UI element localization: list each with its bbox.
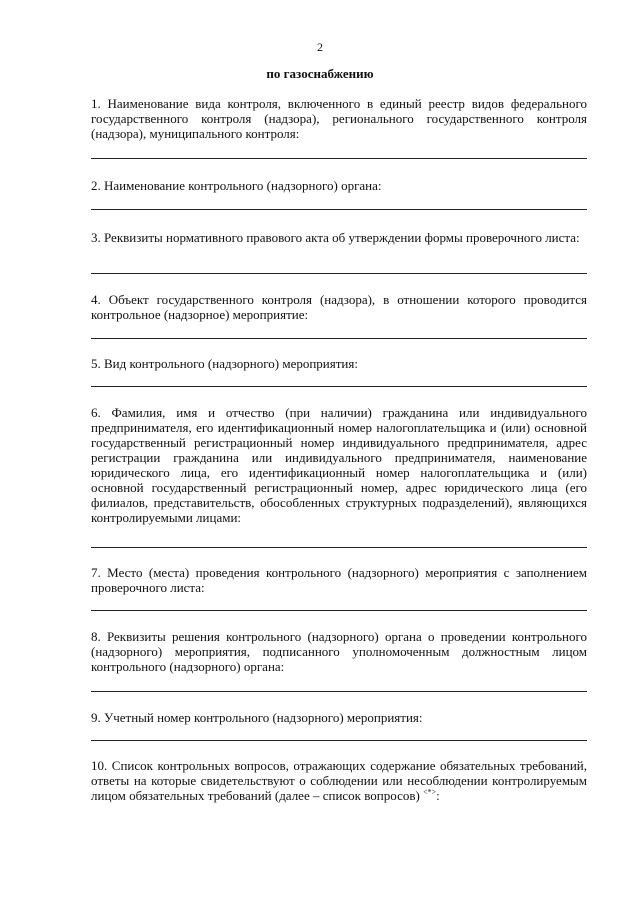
section-3-text: 3. Реквизиты нормативного правового акта об утверждении формы проверочного листа: — [91, 230, 580, 245]
section-9-fill-line — [91, 740, 587, 741]
section-4-text: 4. Объект государственного контроля (надзора), в отношении которого проводится контрольное (надзорное) мероприятие: — [91, 292, 587, 322]
section-8-fill-line — [91, 691, 587, 692]
section-10-suffix: : — [436, 788, 440, 803]
section-3-fill-line — [91, 273, 587, 274]
section-2-fill-line — [91, 209, 587, 210]
section-5-text: 5. Вид контрольного (надзорного) мероприятия: — [91, 356, 358, 371]
section-3 — [91, 230, 587, 245]
section-2-text: 2. Наименование контрольного (надзорного) органа: — [91, 178, 382, 193]
section-9-text: 9. Учетный номер контрольного (надзорного) мероприятия: — [91, 710, 423, 725]
section-4 — [91, 292, 587, 322]
footnote-marker: <*> — [423, 787, 437, 797]
section-7 — [91, 565, 587, 595]
section-1-fill-line — [91, 158, 587, 159]
section-8-text: 8. Реквизиты решения контрольного (надзорного) органа о проведении контрольного (надзорного) мероприятия, подписанного уполномоченным должностным лицом контрольного (надзорного) органа: — [91, 629, 587, 674]
section-6 — [91, 405, 587, 525]
section-4-fill-line — [91, 338, 587, 339]
section-10-text: 10. Список контрольных вопросов, отражающих содержание обязательных требований, ответы на которые свидетельствуют о соблюдении или несоблюдении контролируемым лицом обязательных требований (далее – список вопросов) — [91, 758, 587, 803]
section-10 — [91, 758, 587, 803]
section-5 — [91, 356, 587, 371]
section-7-fill-line — [91, 610, 587, 611]
section-2 — [91, 178, 587, 193]
section-5-fill-line — [91, 386, 587, 387]
section-10-paragraph — [91, 758, 587, 803]
document-title: по газоснабжению — [266, 66, 374, 81]
section-1-text: 1. Наименование вида контроля, включенного в единый реестр видов федерального государственного контроля (надзора), регионального государственного контроля (надзора), муниципального контроля: — [91, 96, 587, 141]
section-6-text: 6. Фамилия, имя и отчество (при наличии) гражданина или индивидуального предпринимателя, его идентификационный номер налогоплательщика и (или) основной государственный регистрационный номер индивидуального предпринимателя, адрес регистрации гражданина или индивидуального предпринимателя, наименование юридического лица, его идентификационный номер налогоплательщика и (или) основной государственный регистрационный номер, адрес юридического лица (его филиалов, представительств, обособленных структурных подразделений), являющихся контролируемыми лицами: — [91, 405, 587, 525]
section-6-fill-line — [91, 547, 587, 548]
section-7-text: 7. Место (места) проведения контрольного (надзорного) мероприятия с заполнением проверочного листа: — [91, 565, 587, 595]
section-9 — [91, 710, 587, 725]
page-number: 2 — [317, 40, 323, 54]
section-1 — [91, 96, 587, 141]
section-8 — [91, 629, 587, 674]
